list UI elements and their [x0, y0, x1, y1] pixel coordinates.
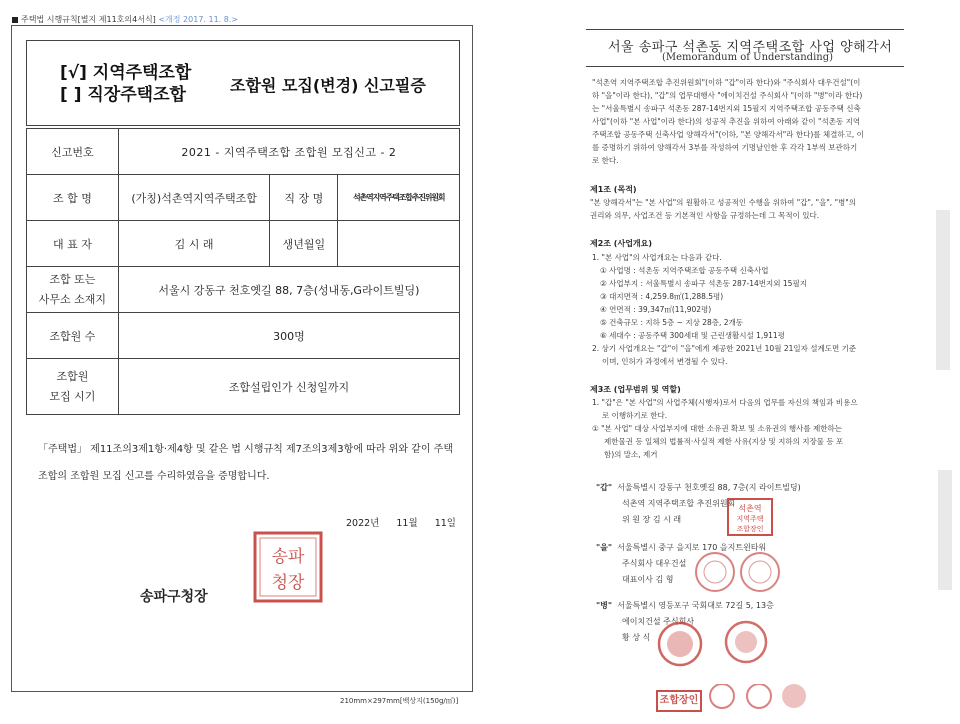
adjacent-page-edge [938, 470, 952, 590]
party-address-line [596, 480, 801, 496]
certification-text: 「주택법」 제11조의3제1항·제4항 및 같은 법 시행규칙 제7조의3제3항에 따라 위와 같이 주택조합의 조합원 모집 신고를 수리하였음을 증명합니다. [38, 444, 453, 482]
mou-subtitle: (Memorandum of Understanding) [662, 52, 834, 63]
svg-text:지역주택: 지역주택 [736, 515, 764, 523]
party-rep: 위 원 장 김 시 래 [622, 515, 682, 524]
party-address-line [596, 598, 774, 614]
text-line: 이며, 인허가 과정에서 변경될 수 있다. [602, 357, 728, 366]
paper-size-note: 210mm×297mm[백상지(150g/㎡)] [340, 697, 459, 705]
cell-label: 직 장 명 [270, 175, 338, 221]
text-line: 1. "갑"은 "본 사업"의 사업주체(시행자)로서 다음의 업무를 자신의 책임과 비용으 [592, 398, 858, 407]
party-org: 에이치건설 주식회사 [622, 617, 695, 626]
cell-value: 김 시 래 [118, 221, 270, 267]
cell-value-stamped [338, 175, 460, 221]
cell-label: 조합원 수 [27, 313, 119, 359]
issuing-office: 송파구청장 [140, 589, 208, 605]
form-header [12, 14, 238, 25]
cell-value: 서울시 강동구 천호옛길 88, 7층(성내동,G라이트빌딩) [118, 267, 459, 313]
adjacent-page-edge [936, 210, 950, 370]
party-role: "병" [596, 601, 613, 610]
certificate-title: 조합원 모집(변경) 신고필증 [230, 76, 426, 95]
text-line: 사업"(이하 "본 사업"이라 한다)의 성공적 추진을 위하여 아래와 같이 "석촌동 지역 [592, 117, 861, 126]
cell-label-line: 조합 또는 [49, 272, 96, 286]
text-line: ⑥ 세대수 : 공동주택 300세대 및 근린생활시설 1,911평 [600, 331, 785, 340]
cell-label [27, 359, 119, 415]
party-rep: 대표이사 김 형 [622, 575, 674, 584]
certificate-table [26, 128, 460, 415]
check-regional-union: [√] 지역주택조합 [60, 63, 192, 83]
party-address: 서울특별시 영등포구 국회대로 72길 5, 13층 [617, 601, 774, 610]
party-role: "을" [596, 543, 613, 552]
text-line: 권리와 의무, 사업조건 등 기본적인 사항을 규정하는데 그 목적이 있다. [590, 211, 820, 220]
text-line: ③ 대지면적 : 4,259.8㎡(1,288.5평) [600, 292, 724, 301]
text-line: 1. "본 사업"의 사업개요는 다음과 같다. [592, 253, 722, 262]
union-seal-icon [726, 497, 774, 537]
article-2-body [592, 251, 856, 368]
article-3-body [592, 396, 858, 461]
bottom-seals-icon [702, 684, 812, 714]
date-month: 11월 [396, 518, 418, 529]
text-line: ① 사업명 : 석촌동 지역주택조합 공동주택 신축사업 [600, 266, 769, 275]
table-row [27, 359, 460, 415]
cell-label: 대 표 자 [27, 221, 119, 267]
cell-value: 2021 - 지역주택조합 조합원 모집신고 - 2 [118, 129, 459, 175]
issue-date [346, 515, 456, 529]
text-line: 로 이행하기로 한다. [602, 411, 668, 420]
text-line: 는 "서울특별시 송파구 석촌동 287-14번지외 15필지 지역주택조합 공동주택 신축 [592, 104, 861, 113]
party-org: 석촌역 지역주택조합 추진위원회 [622, 499, 736, 508]
party-org: 주식회사 대우건설 [622, 559, 687, 568]
cell-value: (가칭)석촌역지역주택조합 [118, 175, 270, 221]
svg-text:석촌역: 석촌역 [738, 504, 762, 513]
article-1-title: 제1조 (목적) [590, 185, 637, 194]
party-address: 서울특별시 강동구 천호옛길 88, 7층(지 라이트빌딩) [617, 483, 801, 492]
cell-value: 조합설립인가 신청일까지 [118, 359, 459, 415]
mou-title: 서울 송파구 석촌동 지역주택조합 사업 양해각서 [608, 40, 893, 55]
title-rule-top [586, 29, 904, 30]
cell-label: 신고번호 [27, 129, 119, 175]
table-row [27, 129, 460, 175]
cell-value: 300명 [118, 313, 459, 359]
text-line: 로 한다. [592, 156, 619, 165]
table-row [27, 221, 460, 267]
check-workplace-union: [ ] 직장주택조합 [60, 85, 186, 105]
text-line: "석촌역 지역주택조합 추진위원회"(이하 "갑"이라 한다)와 "주식회사 대우건설"(이 [592, 78, 861, 87]
text-line: 주택조합 공동주택 신축사업 양해각서"(이하, "본 양해각서"라 한다)를 체결하고, 이 [592, 130, 864, 139]
text-line: 를 증명하기 위하여 양해각서 3부를 작성하여 기명날인한 후 각각 1부씩 보관하기 [592, 143, 858, 152]
agent-seal-icon [648, 616, 776, 668]
union-type-checks [60, 62, 191, 106]
article-1-body [590, 196, 856, 222]
text-line: ④ 연면적 : 39,347㎡(11,902평) [600, 305, 712, 314]
date-day: 11일 [434, 518, 456, 529]
form-header-timestamp: <개정 2017. 11. 8.> [158, 15, 239, 24]
cell-label: 생년월일 [270, 221, 338, 267]
office-seal-icon [252, 530, 324, 604]
title-rule-bottom [586, 66, 904, 67]
bullet-square-icon [12, 17, 18, 23]
bottom-union-seal: 조합장인 [656, 690, 702, 712]
company-seal-icon [690, 548, 788, 594]
text-line: 2. 상기 사업개요는 "갑"이 "을"에게 제공한 2021년 10월 21일자 설계도면 기준 [592, 344, 857, 353]
cell-label [27, 267, 119, 313]
cell-label-line: 모집 시기 [49, 389, 96, 403]
table-row [27, 175, 460, 221]
text-line: ① "본 사업" 대상 사업부지에 대한 소유권 확보 및 소유권의 행사를 제한하는 [592, 424, 842, 433]
party-role: "갑" [596, 483, 613, 492]
svg-text:송파: 송파 [271, 547, 305, 567]
cell-label-line: 사무소 소재지 [38, 292, 107, 306]
date-year: 2022년 [346, 518, 380, 529]
table-row [27, 267, 460, 313]
text-line: ② 사업부지 : 서울특별시 송파구 석촌동 287-14번지외 15필지 [600, 279, 807, 288]
svg-text:조합장인: 조합장인 [736, 525, 764, 533]
party-address: 서울특별시 중구 을지로 170 을지트윈타워 [617, 543, 767, 552]
cell-label-line: 조합원 [56, 369, 89, 383]
text-line: ⑤ 건축규모 : 지하 5층 ~ 지상 28층, 2개동 [600, 318, 744, 327]
workplace-name-stamp: 석촌역지역주택조합추진위원회 [352, 193, 445, 202]
svg-text:청장: 청장 [271, 573, 305, 593]
table-row [27, 313, 460, 359]
article-2-title: 제2조 (사업개요) [590, 239, 653, 248]
text-line: 함)의 말소, 제거 [604, 450, 658, 459]
cell-label: 조 합 명 [27, 175, 119, 221]
cell-value [338, 221, 460, 267]
text-line: 제한물권 등 일체의 법률적·사실적 제한 사유(지상 및 지하의 지장물 등 포 [604, 437, 844, 446]
text-line: 하 "을"이라 한다), "갑"의 업무대행사 "에이치건설 주식회사 "(이하 "병"이라 한다) [592, 91, 863, 100]
party-rep: 황 상 식 [622, 633, 651, 642]
form-header-prefix: 주택법 시행규칙[별지 제11호의4서식] [21, 15, 156, 24]
article-3-title: 제3조 (업무범위 및 역할) [590, 385, 681, 394]
text-line: "본 양해각서"는 "본 사업"의 원활하고 성공적인 수행을 위하여 "갑", "을", "병"의 [590, 198, 856, 207]
mou-intro [592, 76, 864, 167]
